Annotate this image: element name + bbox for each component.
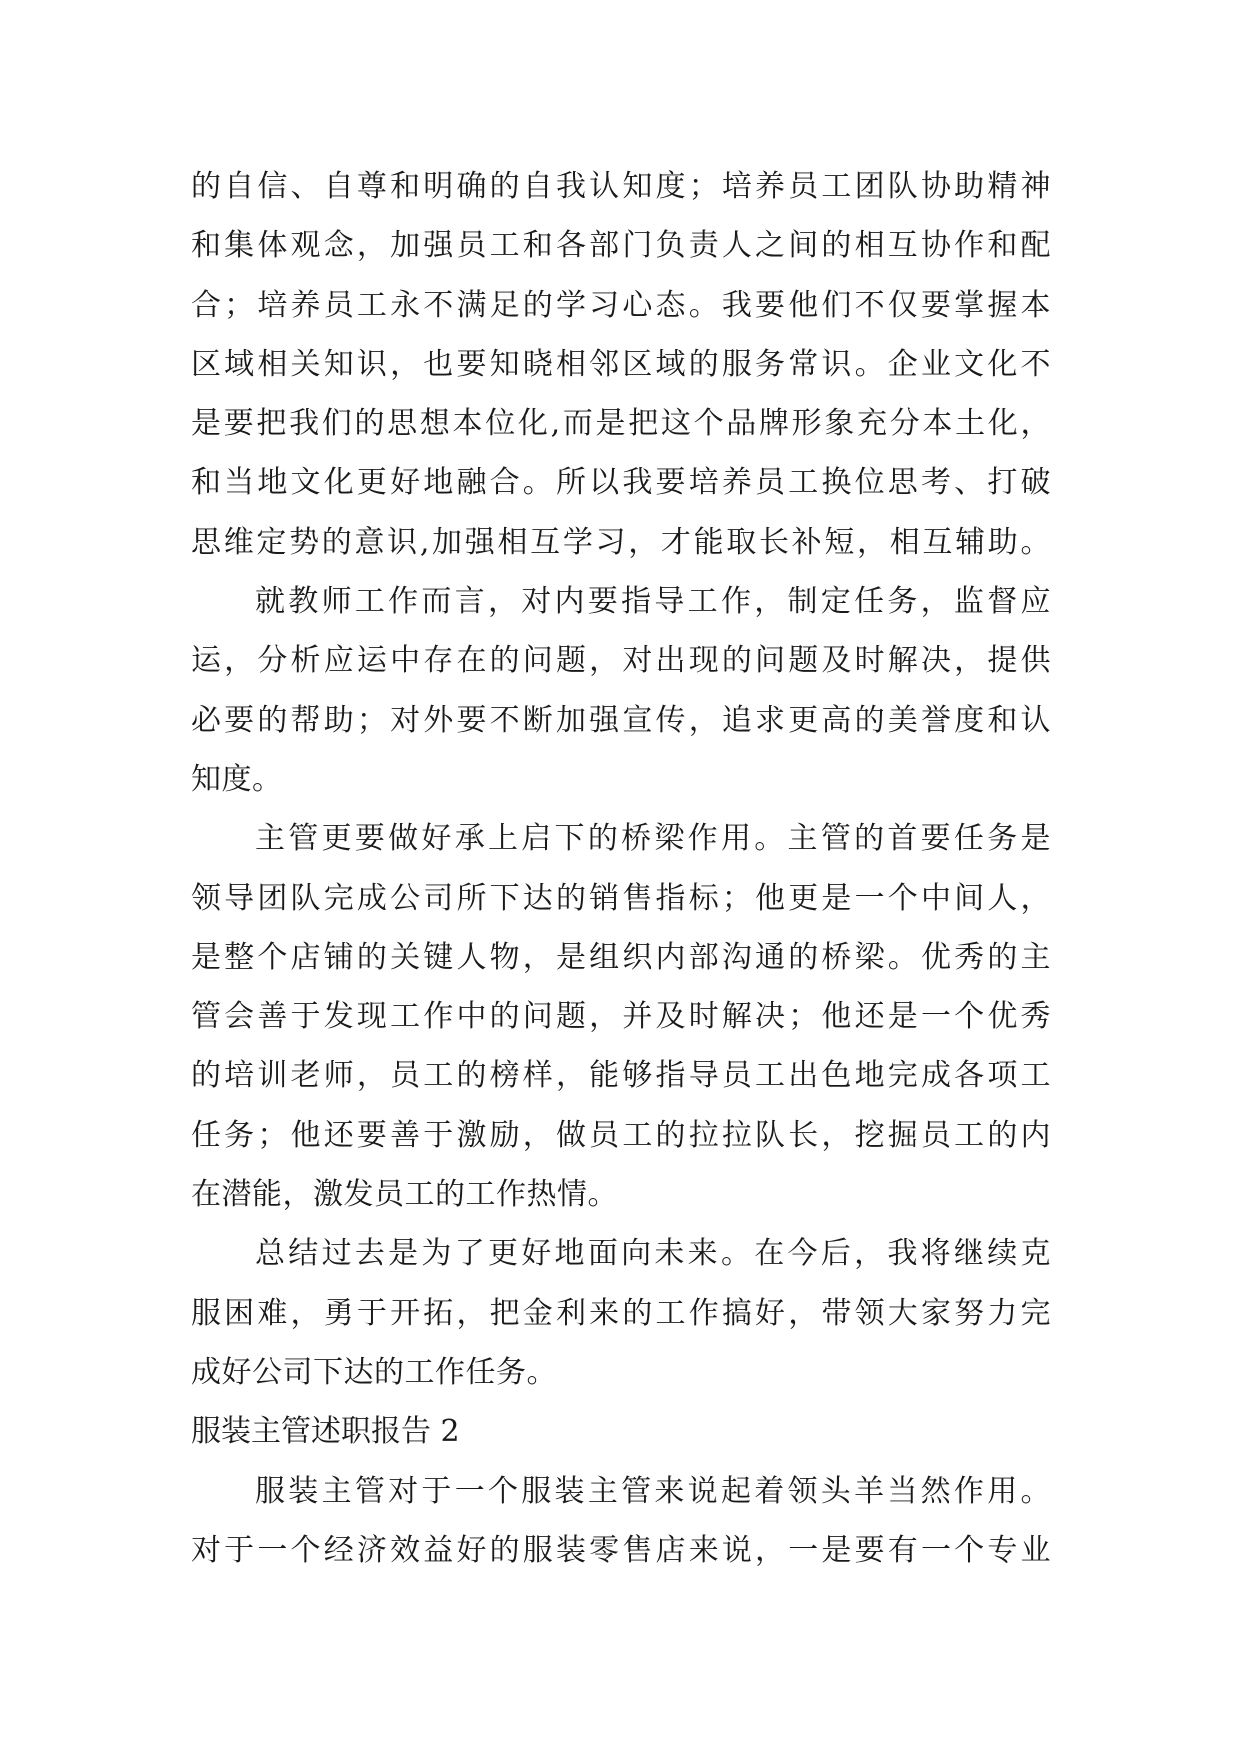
text-line: 就教师工作而言，对内要指导工作，制定任务，监督应	[255, 584, 1051, 620]
section-heading: 服装主管述职报告 2	[191, 1414, 460, 1450]
text-line: 任务；他还要善于激励，做员工的拉拉队长，挖掘员工的内	[191, 1117, 1051, 1153]
text-line: 在潜能，激发员工的工作热情。	[191, 1177, 618, 1213]
text-line: 思维定势的意识,加强相互学习，才能取长补短，相互辅助。	[191, 524, 1051, 560]
text-line: 必要的帮助；对外要不断加强宣传，追求更高的美誉度和认	[191, 702, 1051, 738]
text-line: 知度。	[191, 761, 283, 797]
text-line: 的自信、自尊和明确的自我认知度；培养员工团队协助精神	[191, 169, 1051, 204]
text-line: 是要把我们的思想本位化,而是把这个品牌形象充分本土化，	[191, 406, 1051, 442]
text-line: 合；培养员工永不满足的学习心态。我要他们不仅要掌握本	[191, 287, 1051, 323]
text-line: 的培训老师，员工的榜样，能够指导员工出色地完成各项工	[191, 1058, 1051, 1094]
text-line: 服困难，勇于开拓，把金利来的工作搞好，带领大家努力完	[191, 1295, 1051, 1331]
text-line: 总结过去是为了更好地面向未来。在今后，我将继续克	[255, 1236, 1051, 1272]
text-line: 运，分析应运中存在的问题，对出现的问题及时解决，提供	[191, 643, 1051, 679]
text-line: 区域相关知识，也要知晓相邻区域的服务常识。企业文化不	[191, 346, 1051, 382]
text-line: 成好公司下达的工作任务。	[191, 1354, 557, 1390]
text-line: 管会善于发现工作中的问题，并及时解决；他还是一个优秀	[191, 999, 1051, 1035]
text-line: 服装主管对于一个服装主管来说起着领头羊当然作用。	[255, 1473, 1051, 1509]
text-line: 和当地文化更好地融合。所以我要培养员工换位思考、打破	[191, 465, 1051, 501]
text-line: 对于一个经济效益好的服装零售店来说，一是要有一个专业	[191, 1532, 1051, 1568]
text-line: 和集体观念，加强员工和各部门负责人之间的相互协作和配	[191, 228, 1051, 264]
text-line: 领导团队完成公司所下达的销售指标；他更是一个中间人，	[191, 880, 1051, 916]
text-line: 主管更要做好承上启下的桥梁作用。主管的首要任务是	[255, 821, 1051, 857]
text-line: 是整个店铺的关键人物，是组织内部沟通的桥梁。优秀的主	[191, 939, 1051, 975]
document-body	[191, 157, 1051, 1580]
